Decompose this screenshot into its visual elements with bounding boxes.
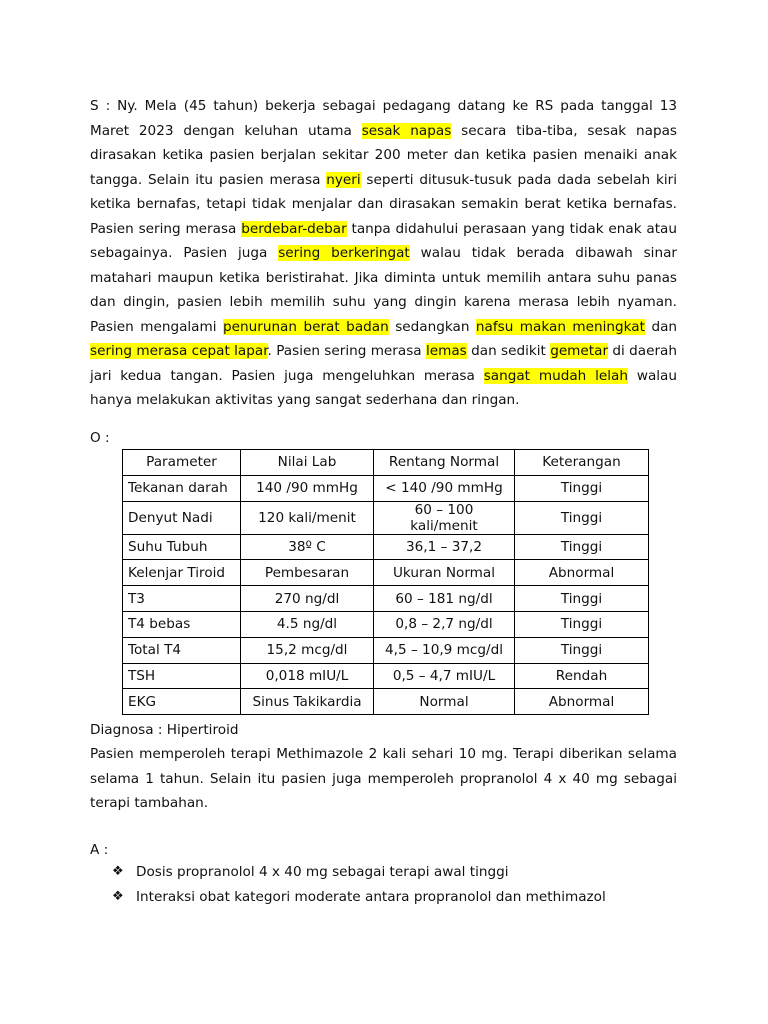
subjective-paragraph bbox=[90, 94, 677, 413]
table-row bbox=[123, 534, 649, 560]
cell-keterangan: Tinggi bbox=[515, 501, 649, 534]
highlighted-phrase: sering berkeringat bbox=[278, 245, 410, 261]
cell-rentang-normal: 60 – 181 ng/dl bbox=[374, 586, 515, 612]
diamond-bullet-icon: ❖ bbox=[112, 888, 124, 904]
cell-nilai-lab: 4.5 ng/dl bbox=[241, 611, 374, 637]
assessment-item-text: Interaksi obat kategori moderate antara propranolol dan methimazol bbox=[136, 888, 606, 905]
table-row bbox=[123, 586, 649, 612]
objective-label: O : bbox=[90, 430, 110, 446]
highlighted-phrase: gemetar bbox=[550, 343, 609, 359]
cell-parameter: Suhu Tubuh bbox=[123, 534, 241, 560]
paragraph-text: seperti ditusuk-tusuk pada dada sebelah kiri ketika bernafas, tetapi tidak menjalar dan dirasakan semakin berat ketika bernafas. Pasien sering merasa bbox=[90, 171, 677, 237]
cell-nilai-lab: 120 kali/menit bbox=[241, 501, 374, 534]
highlighted-phrase: penurunan berat badan bbox=[223, 318, 389, 335]
table-row bbox=[123, 663, 649, 689]
cell-parameter: EKG bbox=[123, 689, 241, 715]
cell-keterangan: Rendah bbox=[515, 663, 649, 689]
paragraph-text: walau hanya melakukan aktivitas yang sangat sederhana dan ringan. bbox=[90, 367, 677, 408]
list-item bbox=[112, 885, 606, 910]
diamond-bullet-icon: ❖ bbox=[112, 864, 124, 879]
cell-keterangan: Tinggi bbox=[515, 611, 649, 637]
cell-nilai-lab: 140 /90 mmHg bbox=[241, 475, 374, 501]
list-item bbox=[112, 860, 606, 885]
cell-nilai-lab: 15,2 mcg/dl bbox=[241, 637, 374, 663]
highlighted-phrase: sesak napas bbox=[361, 122, 452, 139]
cell-rentang-normal: Ukuran Normal bbox=[374, 560, 515, 586]
cell-keterangan: Tinggi bbox=[515, 475, 649, 501]
highlighted-phrase: sering merasa cepat lapar bbox=[90, 343, 268, 359]
cell-parameter: T4 bebas bbox=[123, 611, 241, 637]
paragraph-text: . Pasien sering merasa bbox=[267, 343, 426, 359]
paragraph-text: dan bbox=[644, 318, 678, 335]
lab-results-table bbox=[122, 449, 649, 715]
paragraph-text: secara tiba-tiba, sesak napas dirasakan ketika pasien berjalan sekitar 200 meter dan ketika pasien menaiki anak tangga. Selain itu pasien merasa bbox=[90, 122, 677, 188]
cell-keterangan: Tinggi bbox=[515, 534, 649, 560]
highlighted-phrase: lemas bbox=[425, 343, 467, 359]
header-nilai-lab: Nilai Lab bbox=[241, 450, 374, 476]
cell-rentang-normal: < 140 /90 mmHg bbox=[374, 475, 515, 501]
paragraph-text: sedangkan bbox=[388, 318, 476, 335]
table-row bbox=[123, 689, 649, 715]
cell-rentang-normal: Normal bbox=[374, 689, 515, 715]
assessment-item-text: Dosis propranolol 4 x 40 mg sebagai terapi awal tinggi bbox=[136, 864, 509, 880]
cell-parameter: Denyut Nadi bbox=[123, 501, 241, 534]
cell-nilai-lab: Pembesaran bbox=[241, 560, 374, 586]
assessment-list bbox=[112, 860, 606, 909]
cell-nilai-lab: 0,018 mIU/L bbox=[241, 663, 374, 689]
paragraph-text: tanpa didahului perasaan yang tidak enak atau sebagainya. Pasien juga bbox=[90, 220, 677, 261]
cell-keterangan: Tinggi bbox=[515, 586, 649, 612]
cell-keterangan: Abnormal bbox=[515, 560, 649, 586]
therapy-paragraph: Pasien memperoleh terapi Methimazole 2 kali sehari 10 mg. Terapi diberikan selama selama 1 tahun. Selain itu pasien juga memperoleh propranolol 4 x 40 mg sebagai terapi tambahan. bbox=[90, 746, 677, 811]
highlighted-phrase: nyeri bbox=[326, 171, 361, 188]
cell-parameter: TSH bbox=[123, 663, 241, 689]
cell-parameter: Kelenjar Tiroid bbox=[123, 560, 241, 586]
table-row bbox=[123, 475, 649, 501]
paragraph-text: walau tidak berada dibawah sinar matahari maupun ketika beristirahat. Jika diminta untuk memilih antara suhu panas dan dingin, pasien lebih memilih suhu yang dingin karena merasa lebih nyaman. Pasien mengalami bbox=[90, 245, 677, 335]
assessment-label: A : bbox=[90, 842, 109, 858]
highlighted-phrase: sangat mudah lelah bbox=[483, 367, 628, 384]
diagnosis-line: Diagnosa : Hipertiroid bbox=[90, 722, 239, 738]
cell-nilai-lab: 270 ng/dl bbox=[241, 586, 374, 612]
cell-rentang-normal: 0,8 – 2,7 ng/dl bbox=[374, 611, 515, 637]
cell-nilai-lab: 38º C bbox=[241, 534, 374, 560]
cell-keterangan: Abnormal bbox=[515, 689, 649, 715]
cell-parameter: Total T4 bbox=[123, 637, 241, 663]
paragraph-text: S : Ny. Mela (45 tahun) bekerja sebagai pedagang datang ke RS pada tanggal 13 Maret 2023 dengan keluhan utama bbox=[90, 98, 677, 139]
cell-rentang-normal: 36,1 – 37,2 bbox=[374, 534, 515, 560]
cell-nilai-lab: Sinus Takikardia bbox=[241, 689, 374, 715]
table-row bbox=[123, 501, 649, 534]
paragraph-text: dan sedikit bbox=[466, 343, 551, 359]
cell-rentang-normal: 0,5 – 4,7 mIU/L bbox=[374, 663, 515, 689]
paragraph-text: di daerah jari kedua tangan. Pasien juga mengeluhkan merasa bbox=[90, 343, 677, 384]
table-row bbox=[123, 611, 649, 637]
highlighted-phrase: nafsu makan meningkat bbox=[475, 318, 645, 335]
cell-rentang-normal: 4,5 – 10,9 mcg/dl bbox=[374, 637, 515, 663]
header-keterangan: Keterangan bbox=[515, 450, 649, 476]
cell-rentang-normal: 60 – 100 kali/menit bbox=[374, 501, 515, 534]
table-header-row bbox=[123, 450, 649, 476]
table-row bbox=[123, 560, 649, 586]
header-parameter: Parameter bbox=[123, 450, 241, 476]
cell-parameter: T3 bbox=[123, 586, 241, 612]
cell-parameter: Tekanan darah bbox=[123, 475, 241, 501]
header-rentang-normal: Rentang Normal bbox=[374, 450, 515, 476]
table-row bbox=[123, 637, 649, 663]
highlighted-phrase: berdebar-debar bbox=[241, 220, 347, 237]
cell-keterangan: Tinggi bbox=[515, 637, 649, 663]
